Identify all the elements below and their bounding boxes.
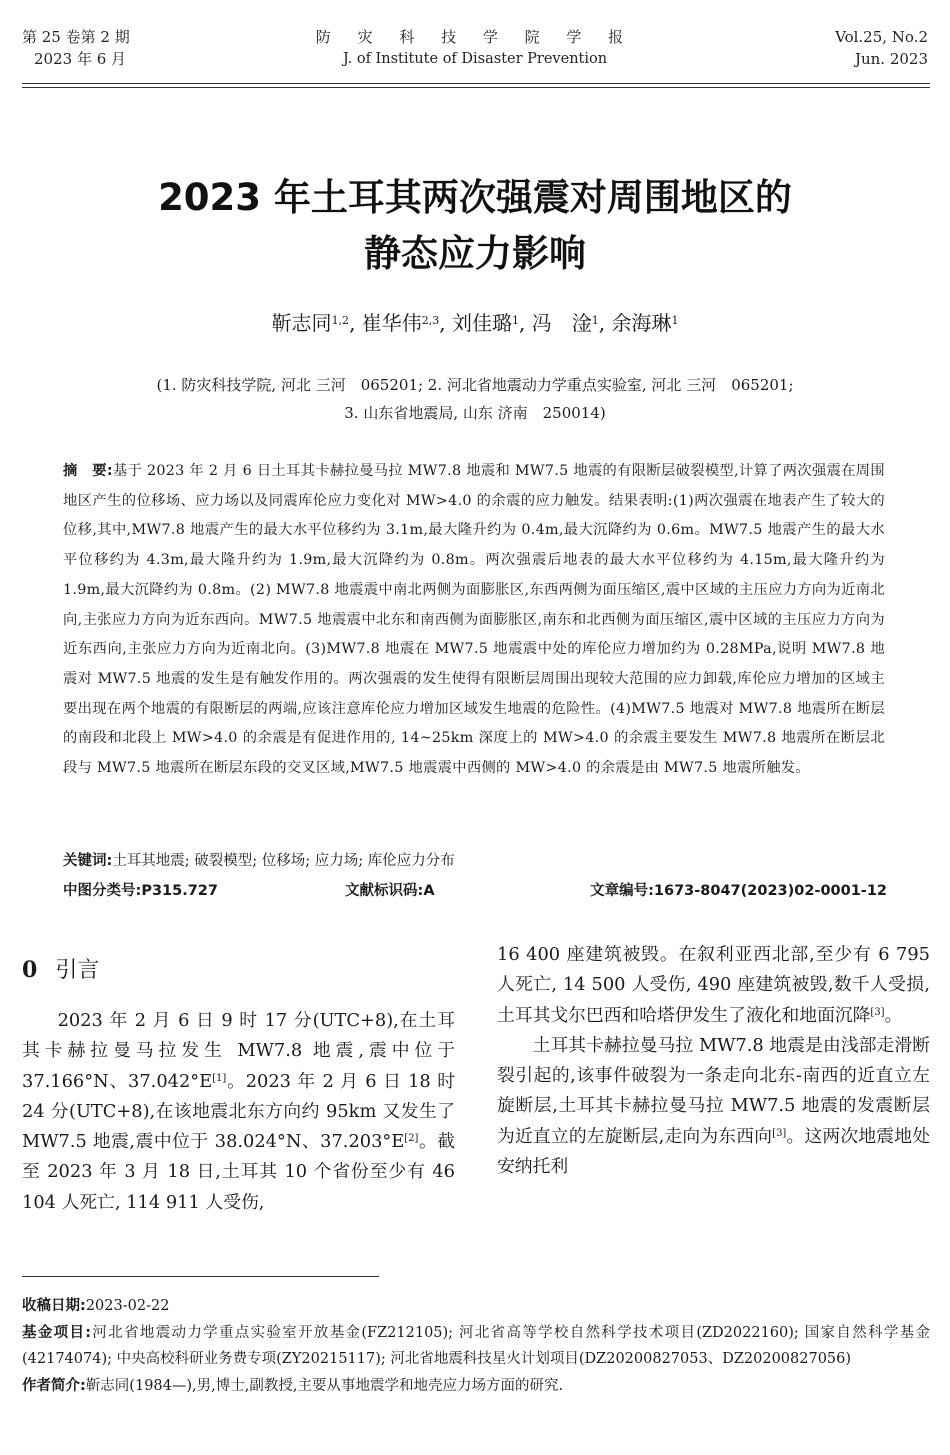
header-rule-thin: [22, 87, 930, 88]
footnotes: [22, 1293, 930, 1399]
affiliation-line-1: (1. 防灾科技学院, 河北 三河 065201; 2. 河北省地震动力学重点实验室, 河北 三河 065201;: [156, 376, 794, 394]
funding: 基金项目:河北省地震动力学重点实验室开放基金(FZ212105); 河北省高等学校自然科学技术项目(ZD2022160); 国家自然科学基金(42174074); 中央高校科研业务费专项(ZY20215117); 河北省地震科技星火计划项目(DZ20200827053、DZ20200827056): [22, 1324, 930, 1367]
author: 崔华伟$^{2,3}$: [361, 311, 440, 335]
author: 刘佳璐$^1$: [452, 311, 519, 335]
author-list: 靳志同$^{1,2}$, 崔华伟$^{2,3}$, 刘佳璐$^1$, 冯 淦$^1$, 余海琳$^1$: [271, 311, 679, 335]
header-rule: [22, 83, 930, 84]
author: 余海琳$^1$: [611, 311, 679, 335]
citation-ref: [1]: [212, 1072, 227, 1084]
title-line-1: 2023 年土耳其两次强震对周围地区的: [158, 176, 792, 219]
abstract: [63, 457, 885, 784]
intro-paragraph-1-cont: 16 400 座建筑被毁。在叙利亚西北部,至少有 6 795 人死亡, 14 500 人受伤, 490 座建筑被毁,数千人受损,土耳其戈尔巴西和哈塔伊发生了液化和地面沉降[3]。: [497, 944, 930, 1026]
article-number: 文章编号:1673-8047(2023)02-0001-12: [590, 883, 887, 899]
section-heading: [22, 955, 99, 986]
affiliations: [0, 371, 950, 427]
affiliation-line-2: 3. 山东省地震局, 山东 济南 250014): [344, 404, 606, 422]
intro-paragraph-1: 2023 年 2 月 6 日 9 时 17 分(UTC+8),在土耳其卡赫拉曼马拉发生 MW7.8 地震,震中位于 37.166°N、37.042°E[1]。2023 年 2 月 6 日 18 时 24 分(UTC+8),在该地震北东方向约 95km 又发生了 MW7.5 地震,震中位于 38.024°N、37.203°E[2]。截至 2023 年 3 月 18 日,土耳其 10 个省份至少有 46 104 人死亡, 114 911 人受伤,: [22, 1010, 455, 1213]
volume-issue: 第 25 卷第 2 期: [22, 28, 130, 46]
right-column: [497, 940, 930, 1182]
journal-name: [0, 26, 950, 70]
author-bio: 作者简介:靳志同(1984—),男,博士,副教授,主要从事地震学和地壳应力场方面的研究.: [22, 1377, 564, 1394]
intro-paragraph-2: 土耳其卡赫拉曼马拉 MW7.8 地震是由浅部走滑断裂引起的,该事件破裂为一条走向北东-南西的近直立左旋断层,土耳其卡赫拉曼马拉 MW7.5 地震的发震断层为近直立的左旋断层,走向为东西向[3]。这两次地震地处安纳托利: [497, 1034, 930, 1178]
keywords-label: 关键词:: [63, 853, 113, 869]
date-en: Jun. 2023: [854, 50, 928, 68]
author: 靳志同$^{1,2}$: [271, 311, 350, 335]
left-column: [22, 1006, 455, 1218]
citation-ref: [3]: [772, 1127, 787, 1139]
section-number: 0: [22, 957, 38, 983]
title-line-2: 静态应力影响: [364, 232, 586, 275]
clc-number: 中图分类号:P315.727: [63, 883, 218, 899]
abstract-text: 基于 2023 年 2 月 6 日土耳其卡赫拉曼马拉 MW7.8 地震和 MW7.5 地震的有限断层破裂模型,计算了两次强震在周围地区产生的位移场、应力场以及同震库伦应力变化对 MW>4.0 的余震的应力触发。结果表明:(1)两次强震在地表产生了较大的位移,其中,MW7.8 地震产生的最大水平位移约为 3.1m,最大隆升约为 0.4m,最大沉降约为 0.6m。MW7.5 地震产生的最大水平位移约为 4.3m,最大隆升约为 1.9m,最大沉降约为 0.8m。两次强震后地表的最大水平位移约为 4.15m,最大隆升约为 1.9m,最大沉降约为 0.8m。(2) MW7.8 地震震中南北两侧为面膨胀区,东西两侧为面压缩区,震中区域的主压应力方向为近南北向,主张应力方向为近东西向。MW7.5 地震震中北东和南西侧为面膨胀区,南东和北西侧为面压缩区,震中区域的主压应力方向为近东西向,主张应力方向为近南北向。(3)MW7.8 地震在 MW7.5 地震震中处的库伦应力增加约为 0.28MPa,说明 MW7.8 地震对 MW7.5 地震的发生是有触发作用的。两次强震的发生使得有限断层周围出现较大范围的应力卸载,库伦应力增加的区域主要出现在两个地震的有限断层的两端,应该注意库伦应力增加区域发生地震的危险性。(4)MW7.5 地震对 MW7.8 地震所在断层的南段和北段上 MW>4.0 的余震是有促进作用的, 14~25km 深度上的 MW>4.0 的余震主要发生 MW7.8 地震所在断层北段与 MW7.5 地震所在断层东段的交叉区域,MW7.5 地震震中西侧的 MW>4.0 的余震是由 MW7.5 地震所触发。: [63, 463, 885, 777]
citation-ref: [3]: [870, 1006, 885, 1018]
keywords-text: 土耳其地震; 破裂模型; 位移场; 应力场; 库伦应力分布: [112, 853, 455, 869]
journal-volume-en: [835, 26, 928, 70]
publication-date: 2023 年 6 月: [34, 50, 127, 68]
journal-name-cn: 防 灾 科 技 学 院 学 报: [315, 28, 635, 46]
keywords: [63, 849, 885, 873]
document-code: 文献标识码:A: [345, 883, 435, 899]
section-title: 引言: [55, 958, 100, 983]
citation-ref: [2]: [404, 1133, 419, 1145]
volume-en: Vol.25, No.2: [835, 28, 928, 46]
footnote-rule: [22, 1276, 379, 1277]
abstract-label: 摘 要:: [63, 463, 113, 479]
paper-title: [0, 170, 950, 282]
received-date: 收稿日期:2023-02-22: [22, 1298, 170, 1314]
author: 冯 淦$^1$: [531, 311, 599, 335]
journal-name-en: J. of Institute of Disaster Prevention: [342, 51, 608, 67]
